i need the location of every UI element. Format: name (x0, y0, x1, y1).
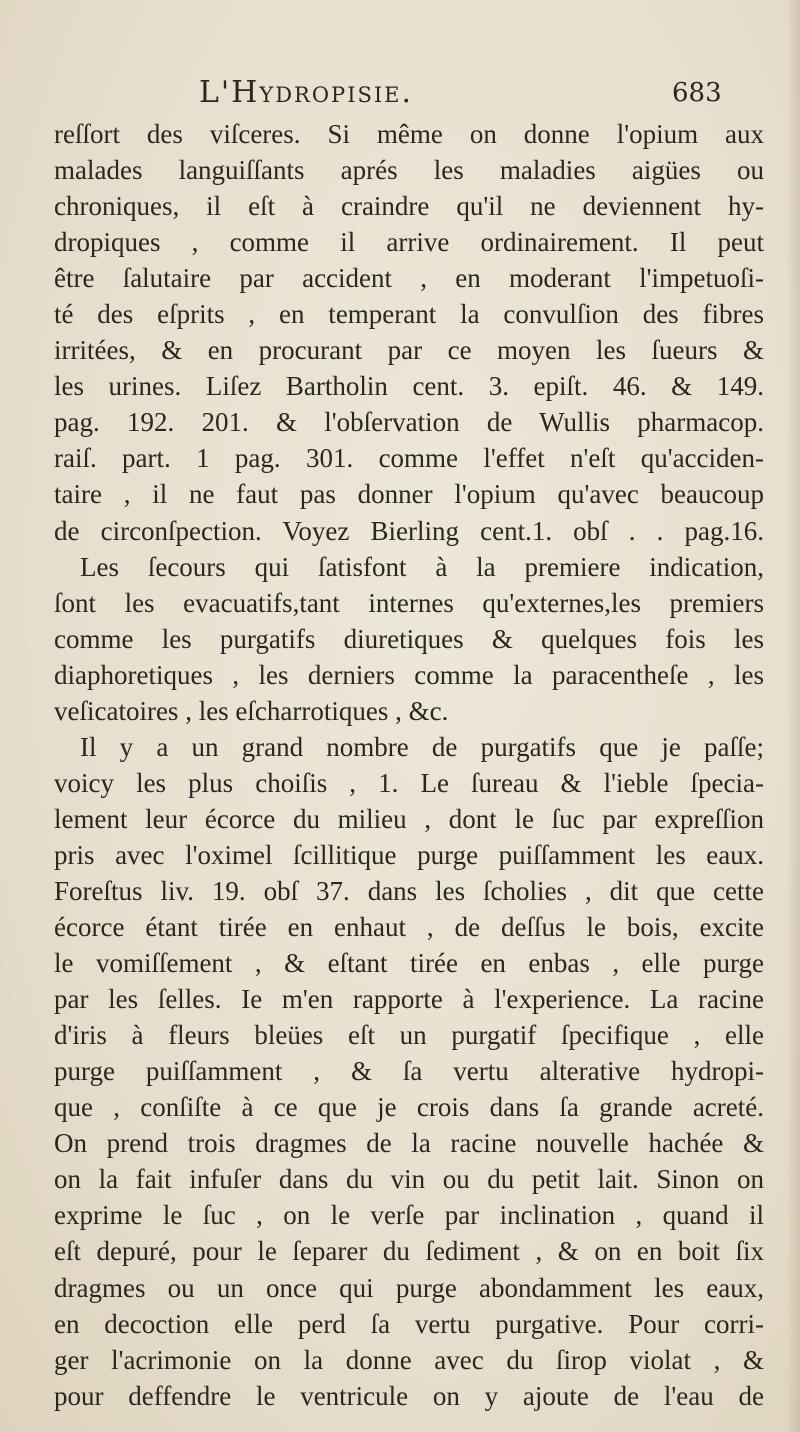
text-line: exprime le ſuc , on le verſe par inclination , quand il (54, 1200, 764, 1231)
text-line: ſont les evacuatifs,tant internes qu'externes,les premiers (54, 587, 764, 618)
page-edge-shadow (786, 0, 800, 1432)
text-line: écorce étant tirée en enhaut , de deſſus le bois, excite (54, 912, 764, 943)
text-line: ger l'acrimonie on la donne avec du ſirop violat , & (54, 1344, 764, 1375)
running-title: L'Hydropisie. (199, 75, 414, 110)
text-line: irritées, & en procurant par ce moyen les ſueurs & (54, 335, 764, 366)
text-line: pag. 192. 201. & l'obſervation de Wullis pharmacop. (54, 407, 764, 438)
text-line: chroniques, il eſt à craindre qu'il ne deviennent hy- (54, 191, 764, 222)
text-line: voicy les plus choiſis , 1. Le ſureau & l'ieble ſpecia- (54, 767, 764, 798)
text-line: On prend trois dragmes de la racine nouvelle hachée & (54, 1128, 764, 1159)
page-header (0, 74, 800, 118)
text-line: de circonſpection. Voyez Bierling cent.1. obſ . . pag.16. (54, 515, 764, 546)
text-line: taire , il ne faut pas donner l'opium qu'avec beaucoup (54, 479, 764, 510)
text-line: Foreſtus liv. 19. obſ 37. dans les ſcholies , dit que cette (54, 875, 764, 906)
text-line: dropiques , comme il arrive ordinairement. Il peut (54, 227, 764, 258)
text-line: reſſort des viſceres. Si même on donne l'opium aux (54, 119, 764, 149)
text-line: lement leur écorce du milieu , dont le ſuc par expreſſion (54, 803, 764, 834)
text-line: comme les purgatifs diuretiques & quelques fois les (54, 623, 764, 654)
text-line: par les ſelles. Ie m'en rapporte à l'experience. La racine (54, 984, 764, 1015)
text-line: en decoction elle perd ſa vertu purgative. Pour corri- (54, 1308, 764, 1339)
text-line: d'iris à fleurs bleües eſt un purgatif ſpecifique , elle (54, 1020, 764, 1051)
text-line: être ſalutaire par accident , en moderant l'impetuoſi- (54, 263, 764, 294)
text-line: purge puiſſamment , & ſa vertu alterative hydropi- (54, 1056, 764, 1087)
text-line: raiſ. part. 1 pag. 301. comme l'effet n'eſt qu'acciden- (54, 443, 764, 474)
text-line: veſicatoires , les eſcharrotiques , &c. (54, 695, 449, 726)
text-line: diaphoretiques , les derniers comme la paracentheſe , les (54, 659, 764, 690)
text-line: Les ſecours qui ſatisfont à la premiere indication, (80, 551, 764, 582)
text-line: pour deffendre le ventricule on y ajoute de l'eau de (54, 1380, 764, 1411)
text-line: pris avec l'oximel ſcillitique purge puiſſamment les eaux. (54, 839, 764, 870)
text-line: que , conſiſte à ce que je crois dans ſa grande acreté. (54, 1092, 764, 1123)
text-line: malades languiſſants aprés les maladies aigües ou (54, 155, 764, 186)
text-line: on la fait infuſer dans du vin ou du petit lait. Sinon on (54, 1164, 764, 1195)
text-line: dragmes ou un once qui purge abondamment les eaux, (54, 1272, 764, 1303)
text-line: eſt depuré, pour le ſeparer du ſediment , & on en boit ſix (54, 1236, 764, 1267)
page-number: 683 (672, 78, 722, 108)
text-line: Il y a un grand nombre de purgatifs que je paſſe; (80, 731, 764, 762)
body-text (54, 116, 764, 1414)
text-line: le vomiſſement , & eſtant tirée en enbas , elle purge (54, 948, 764, 979)
text-line: les urines. Liſez Bartholin cent. 3. epiſt. 46. & 149. (54, 371, 764, 402)
text-line: té des eſprits , en temperant la convulſion des fibres (54, 299, 764, 330)
